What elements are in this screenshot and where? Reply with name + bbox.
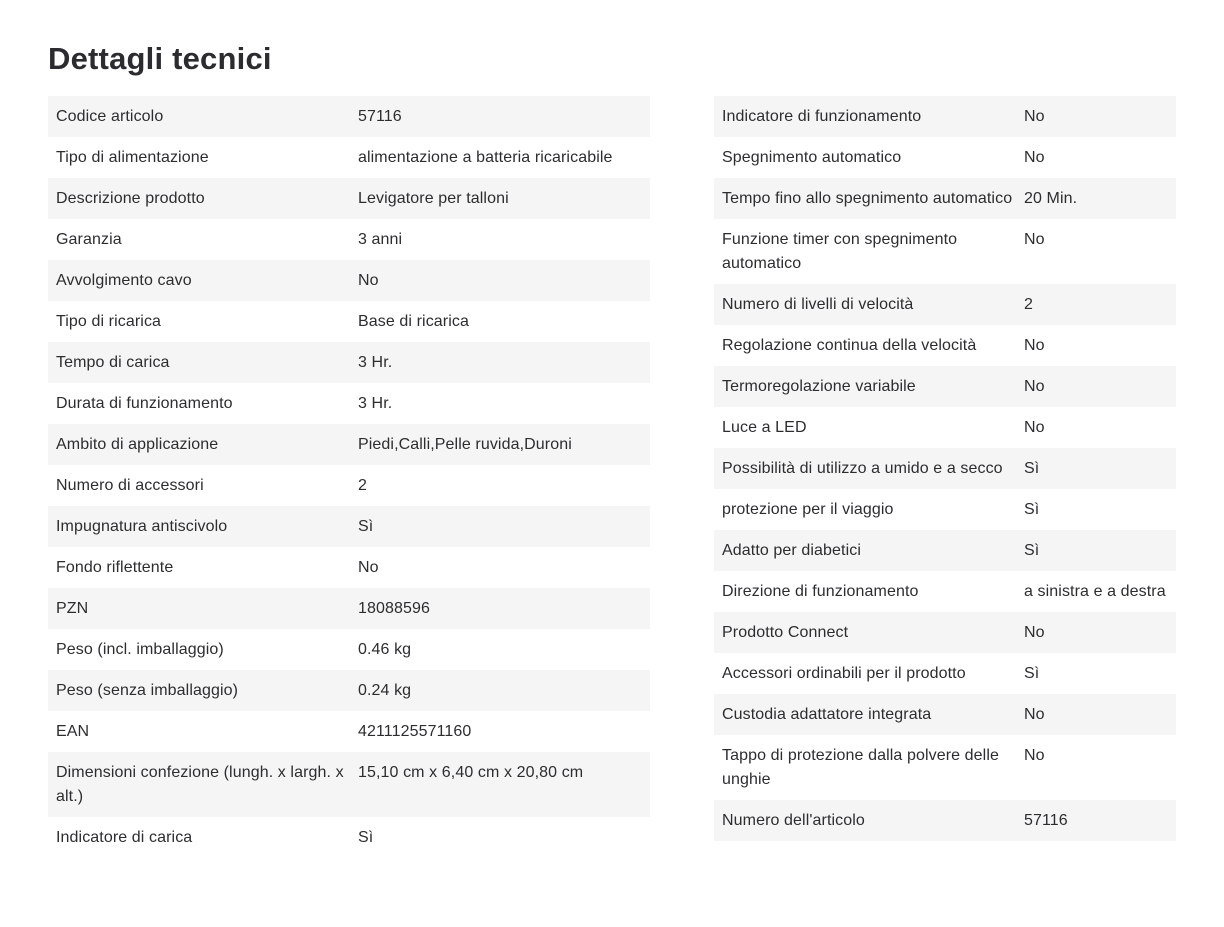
spec-row xyxy=(714,653,1176,694)
spec-table-right xyxy=(714,96,1176,841)
spec-row xyxy=(714,284,1176,325)
spec-value: Sì xyxy=(358,518,374,535)
spec-label: Garanzia xyxy=(56,231,122,248)
spec-row xyxy=(48,301,650,342)
spec-row xyxy=(48,342,650,383)
spec-row xyxy=(48,178,650,219)
spec-label: protezione per il viaggio xyxy=(722,501,894,518)
spec-row xyxy=(714,407,1176,448)
page-title: Dettagli tecnici xyxy=(48,41,272,76)
spec-row xyxy=(714,137,1176,178)
spec-label: Tappo di protezione dalla polvere delle unghie xyxy=(722,747,999,788)
spec-row xyxy=(48,506,650,547)
spec-value: Sì xyxy=(1024,501,1040,518)
spec-label: Codice articolo xyxy=(56,108,164,125)
spec-label: Impugnatura antiscivolo xyxy=(56,518,228,535)
spec-value: 15,10 cm x 6,40 cm x 20,80 cm xyxy=(358,764,584,781)
spec-value: No xyxy=(1024,149,1045,166)
spec-label: Dimensioni confezione (lungh. x largh. x alt.) xyxy=(56,764,344,805)
spec-label: Possibilità di utilizzo a umido e a secco xyxy=(722,460,1003,477)
spec-label: EAN xyxy=(56,723,90,740)
spec-value: 57116 xyxy=(358,108,402,125)
spec-value: Sì xyxy=(1024,665,1040,682)
spec-row xyxy=(48,219,650,260)
spec-label: Fondo riflettente xyxy=(56,559,174,576)
spec-row xyxy=(714,325,1176,366)
spec-row xyxy=(714,366,1176,407)
spec-label: Tipo di ricarica xyxy=(56,313,162,330)
spec-row xyxy=(48,465,650,506)
spec-label: Numero di livelli di velocità xyxy=(722,296,914,313)
spec-label: Termoregolazione variabile xyxy=(722,378,916,395)
spec-label: Regolazione continua della velocità xyxy=(722,337,977,354)
spec-value: 3 Hr. xyxy=(358,395,393,412)
spec-row xyxy=(714,178,1176,219)
spec-value: alimentazione a batteria ricaricabile xyxy=(358,149,613,166)
spec-value: No xyxy=(1024,747,1045,764)
spec-row xyxy=(48,588,650,629)
spec-label: Custodia adattatore integrata xyxy=(722,706,932,723)
spec-value: Sì xyxy=(358,829,374,846)
spec-label: Accessori ordinabili per il prodotto xyxy=(722,665,966,682)
spec-row xyxy=(714,530,1176,571)
spec-row xyxy=(48,670,650,711)
spec-row xyxy=(714,735,1176,800)
spec-table-left xyxy=(48,96,650,858)
spec-label: Durata di funzionamento xyxy=(56,395,233,412)
spec-label: Descrizione prodotto xyxy=(56,190,205,207)
spec-value: No xyxy=(1024,378,1045,395)
spec-value: No xyxy=(1024,624,1045,641)
spec-label: Peso (senza imballaggio) xyxy=(56,682,239,699)
spec-label: Avvolgimento cavo xyxy=(56,272,192,289)
spec-label: Indicatore di carica xyxy=(56,829,193,846)
spec-label: Funzione timer con spegnimento automatico xyxy=(722,231,958,272)
spec-label: Luce a LED xyxy=(722,419,807,436)
spec-label: Indicatore di funzionamento xyxy=(722,108,922,125)
spec-row xyxy=(714,694,1176,735)
spec-row xyxy=(714,96,1176,137)
spec-value: No xyxy=(1024,419,1045,436)
spec-value: No xyxy=(1024,231,1045,248)
spec-value: No xyxy=(1024,108,1045,125)
spec-value: 20 Min. xyxy=(1024,190,1078,207)
spec-row xyxy=(48,96,650,137)
spec-row xyxy=(48,137,650,178)
spec-row xyxy=(714,800,1176,841)
spec-value: No xyxy=(358,272,379,289)
spec-value: Sì xyxy=(1024,460,1040,477)
spec-value: 2 xyxy=(358,477,367,494)
spec-label: Tempo di carica xyxy=(56,354,170,371)
spec-row xyxy=(48,424,650,465)
spec-value: 4211125571160 xyxy=(358,723,472,740)
spec-value: Piedi,Calli,Pelle ruvida,Duroni xyxy=(358,436,572,453)
spec-label: Tipo di alimentazione xyxy=(56,149,209,166)
spec-row xyxy=(714,219,1176,284)
spec-value: 18088596 xyxy=(358,600,430,617)
spec-label: Spegnimento automatico xyxy=(722,149,902,166)
spec-value: 2 xyxy=(1024,296,1033,313)
spec-value: a sinistra e a destra xyxy=(1024,583,1166,600)
spec-row xyxy=(714,489,1176,530)
spec-label: Numero di accessori xyxy=(56,477,204,494)
spec-value: Base di ricarica xyxy=(358,313,469,330)
spec-label: Direzione di funzionamento xyxy=(722,583,919,600)
spec-row xyxy=(714,612,1176,653)
spec-value: 3 Hr. xyxy=(358,354,393,371)
spec-value: 3 anni xyxy=(358,231,403,248)
spec-label: PZN xyxy=(56,600,89,617)
spec-value: No xyxy=(1024,337,1045,354)
spec-value: No xyxy=(358,559,379,576)
spec-row xyxy=(48,629,650,670)
spec-label: Ambito di applicazione xyxy=(56,436,219,453)
spec-label: Numero dell'articolo xyxy=(722,812,865,829)
spec-row xyxy=(48,817,650,858)
spec-value: 0.46 kg xyxy=(358,641,412,658)
spec-label: Tempo fino allo spegnimento automatico xyxy=(722,190,1013,207)
spec-value: Levigatore per talloni xyxy=(358,190,509,207)
spec-row xyxy=(714,571,1176,612)
spec-value: Sì xyxy=(1024,542,1040,559)
spec-columns xyxy=(48,96,1176,880)
spec-value: No xyxy=(1024,706,1045,723)
spec-label: Adatto per diabetici xyxy=(722,542,861,559)
spec-row xyxy=(48,260,650,301)
spec-label: Prodotto Connect xyxy=(722,624,849,641)
spec-value: 0.24 kg xyxy=(358,682,412,699)
spec-row xyxy=(48,547,650,588)
spec-row xyxy=(714,448,1176,489)
spec-row xyxy=(48,383,650,424)
spec-value: 57116 xyxy=(1024,812,1068,829)
spec-row xyxy=(48,752,650,817)
spec-label: Peso (incl. imballaggio) xyxy=(56,641,224,658)
spec-row xyxy=(48,711,650,752)
